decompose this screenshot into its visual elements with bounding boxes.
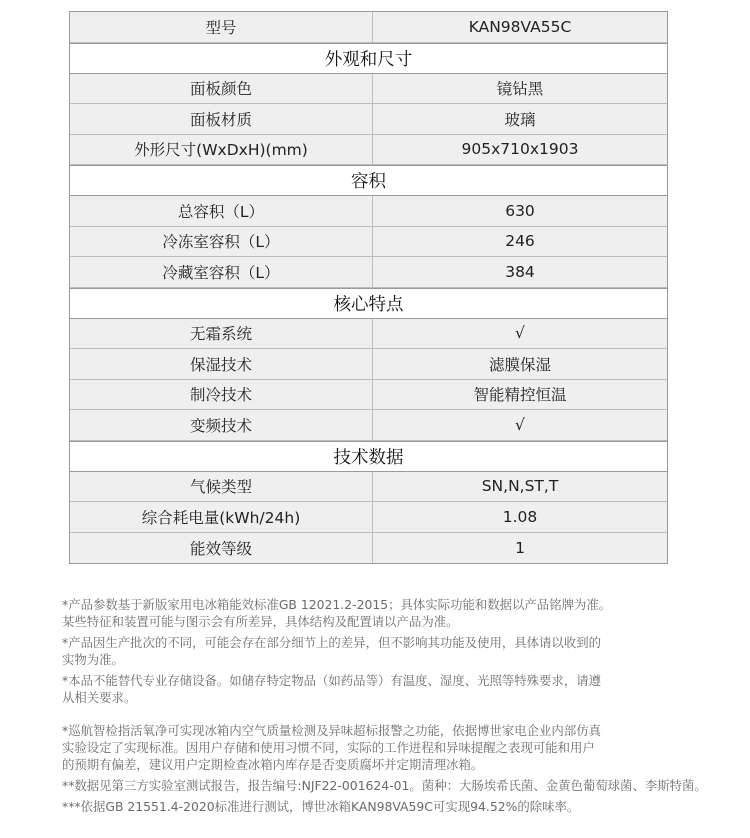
table-row: [70, 349, 667, 380]
row-value: √: [373, 319, 667, 349]
row-key: 制冷技术: [70, 380, 373, 410]
row-value: 智能精控恒温: [373, 380, 667, 410]
row-value: SN,N,ST,T: [373, 472, 667, 502]
table-row: [70, 257, 667, 288]
footnote: **数据见第三方实验室测试报告，报告编号:NJF22-001624-01。菌种：大肠埃希氏菌、金黄色葡萄球菌、李斯特菌。: [62, 778, 707, 793]
table-row: [70, 104, 667, 135]
table-row: [70, 196, 667, 227]
row-key: 冷冻室容积（L）: [70, 227, 373, 257]
footnote: *巡航智检指活氧净可实现冰箱内空气质量检测及异味超标报警之功能，依据博世家电企业内部仿真 实验设定了实现标准。因用户存储和使用习惯不同，实际的工作进程和异味提醒之表现可能和用户 的预期有偏差，建议用户定期检查冰箱内库存是否变质腐坏并定期清理冰箱。: [62, 723, 601, 772]
row-value: 镜钻黑: [373, 74, 667, 104]
model-row: [70, 12, 667, 43]
row-value: 246: [373, 227, 667, 257]
row-key: 无霜系统: [70, 319, 373, 349]
row-key: 综合耗电量(kWh/24h): [70, 502, 373, 532]
row-value: 1: [373, 533, 667, 564]
table-row: [70, 227, 667, 258]
table-row: [70, 533, 667, 564]
footnote: *产品因生产批次的不同，可能会存在部分细节上的差异，但不影响其功能及使用，具体请以收到的 实物为准。: [62, 635, 601, 667]
table-row: [70, 319, 667, 350]
model-value: KAN98VA55C: [373, 12, 667, 42]
row-key: 能效等级: [70, 533, 373, 564]
footnote: *产品参数基于新版家用电冰箱能效标准GB 12021.2-2015；具体实际功能和数据以产品铭牌为准。 某些特征和装置可能与图示会有所差异，具体结构及配置请以产品为准。: [62, 597, 612, 629]
row-value: 滤膜保湿: [373, 349, 667, 379]
row-key: 冷藏室容积（L）: [70, 257, 373, 287]
table-row: [70, 502, 667, 533]
row-value: 905x710x1903: [373, 135, 667, 165]
row-key: 气候类型: [70, 472, 373, 502]
table-row: [70, 74, 667, 105]
section-title-core-features: 核心特点: [70, 288, 667, 319]
spec-table: [69, 11, 668, 564]
footnote: *本品不能替代专业存储设备。如储存特定物品（如药品等）有温度、湿度、光照等特殊要求，请遵 从相关要求。: [62, 673, 601, 705]
row-value: 玻璃: [373, 104, 667, 134]
footnote: ***依据GB 21551.4-2020标准进行测试，博世冰箱KAN98VA59C可实现94.52%的除味率。: [62, 799, 580, 814]
row-key: 变频技术: [70, 410, 373, 440]
row-key: 保湿技术: [70, 349, 373, 379]
model-key: 型号: [70, 12, 373, 42]
row-key: 面板材质: [70, 104, 373, 134]
row-value: 1.08: [373, 502, 667, 532]
section-title-capacity: 容积: [70, 165, 667, 196]
table-row: [70, 135, 667, 166]
row-value: 630: [373, 196, 667, 226]
section-title-appearance: 外观和尺寸: [70, 43, 667, 74]
table-row: [70, 410, 667, 441]
row-key: 外形尺寸(WxDxH)(mm): [70, 135, 373, 165]
section-title-tech-data: 技术数据: [70, 441, 667, 472]
row-key: 总容积（L）: [70, 196, 373, 226]
table-row: [70, 472, 667, 503]
row-value: √: [373, 410, 667, 440]
row-value: 384: [373, 257, 667, 287]
footnotes: [62, 596, 742, 819]
table-row: [70, 380, 667, 411]
row-key: 面板颜色: [70, 74, 373, 104]
